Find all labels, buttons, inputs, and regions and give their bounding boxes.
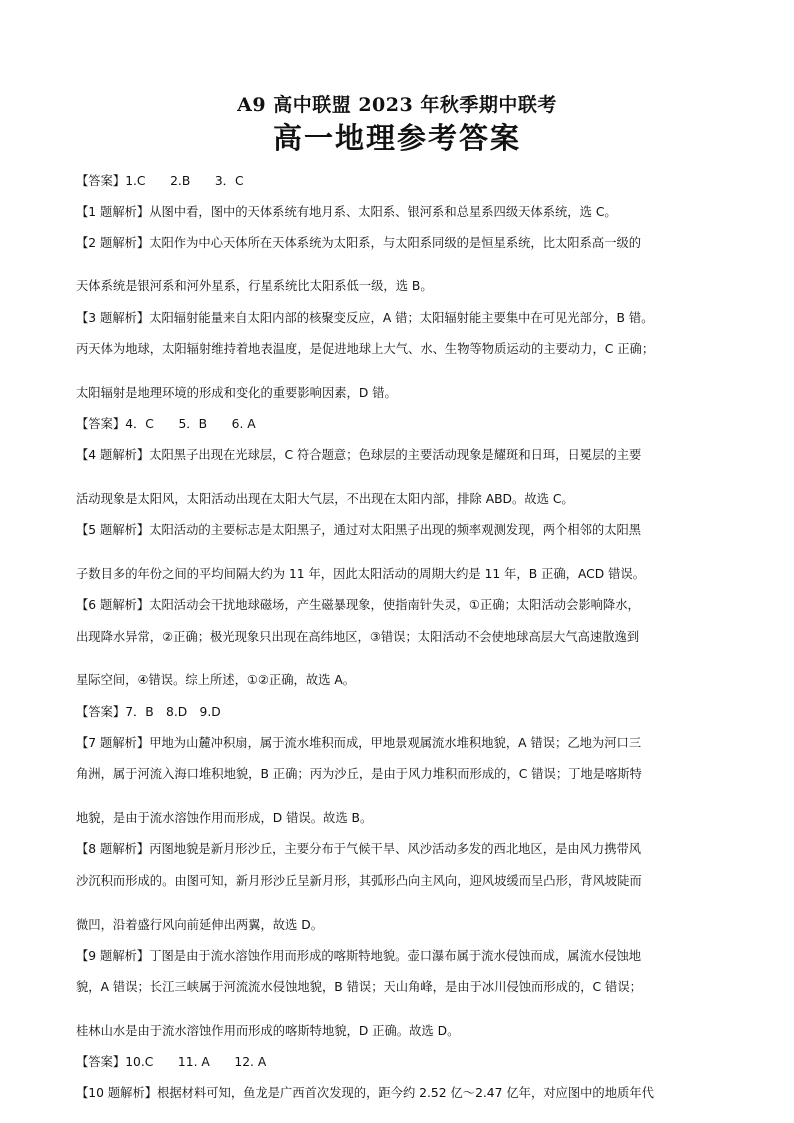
explanation-line: 天体系统是银河系和河外星系，行星系统比太阳系低一级，选 B。 (76, 279, 433, 293)
explanation-line: 沙沉积而形成的。由图可知，新月形沙丘呈新月形，其弧形凸向主风向，迎风坡缓而呈凸形，背风坡陡而 (76, 874, 642, 888)
explanation-line: 地貌，是由于流水溶蚀作用而形成，D 错误。故选 B。 (76, 811, 373, 825)
explanation-line: 丙天体为地球，太阳辐射维持着地表温度，是促进地球上大气、水、生物等物质运动的主要动力，C 正确； (76, 342, 655, 356)
answer-line: 【答案】7．B 8.D 9.D (76, 705, 221, 719)
explanation-line: 【6 题解析】太阳活动会干扰地球磁场，产生磁暴现象，使指南针失灵，①正确；太阳活动会影响降水， (76, 598, 640, 612)
explanation-line: 【3 题解析】太阳辐射能量来自太阳内部的核聚变反应，A 错；太阳辐射能主要集中在可见光部分，B 错。 (76, 311, 654, 325)
explanation-line: 【7 题解析】甲地为山麓冲积扇，属于流水堆积而成，甲地景观属流水堆积地貌，A 错误；乙地为河口三 (76, 736, 642, 750)
explanation-line: 出现降水异常，②正确；极光现象只出现在高纬地区，③错误；太阳活动不会使地球高层大气高速散逸到 (76, 630, 640, 644)
answer-title: 高一地理参考答案 (272, 121, 521, 155)
explanation-line: 星际空间，④错误。综上所述，①②正确，故选 A。 (76, 673, 356, 687)
answer-line: 【答案】10.C 11. A 12. A (76, 1055, 267, 1069)
explanation-line: 【5 题解析】太阳活动的主要标志是太阳黑子，通过对太阳黑子出现的频率观测发现，两个相邻的太阳黑 (76, 523, 642, 537)
explanation-line: 【8 题解析】丙图地貌是新月形沙丘，主要分布于气候干旱、风沙活动多发的西北地区，是由风力携带风 (76, 842, 642, 856)
answer-line: 【答案】1.C 2.B 3．C (76, 174, 244, 188)
explanation-line: 桂林山水是由于流水溶蚀作用而形成的喀斯特地貌，D 正确。故选 D。 (76, 1024, 460, 1038)
answer-line: 【答案】4．C 5．B 6. A (76, 417, 256, 431)
explanation-line: 微凹，沿着盛行风向前延伸出两翼，故选 D。 (76, 918, 324, 932)
explanation-line: 太阳辐射是地理环境的形成和变化的重要影响因素，D 错。 (76, 386, 397, 400)
explanation-line: 【9 题解析】丁图是由于流水溶蚀作用而形成的喀斯特地貌。壶口瀑布属于流水侵蚀而成，属流水侵蚀地 (76, 949, 642, 963)
explanation-line: 角洲，属于河流入海口堆积地貌，B 正确；丙为沙丘，是由于风力堆积而形成的，C 错误；丁地是喀斯特 (76, 767, 642, 781)
explanation-line: 貌，A 错误；长江三峡属于河流流水侵蚀地貌，B 错误；天山角峰，是由于冰川侵蚀而形成的，C 错误； (76, 980, 642, 994)
exam-title: A9 高中联盟 2023 年秋季期中联考 (237, 94, 557, 116)
explanation-line: 子数目多的年份之间的平均间隔大约为 11 年，因此太阳活动的周期大约是 11 年，B 正确，ACD 错误。 (76, 567, 646, 581)
explanation-line: 活动现象是太阳风，太阳活动出现在太阳大气层，不出现在太阳内部，排除 ABD。故选 C。 (76, 492, 574, 506)
explanation-line: 【4 题解析】太阳黑子出现在光球层，C 符合题意；色球层的主要活动现象是耀斑和日珥，日冕层的主要 (76, 448, 642, 462)
explanation-line: 【1 题解析】从图中看，图中的天体系统有地月系、太阳系、银河系和总星系四级天体系统，选 C。 (76, 205, 617, 219)
explanation-line: 【10 题解析】根据材料可知，鱼龙是广西首次发现的，距今约 2.52 亿～2.47 亿年，对应图中的地质年代 (76, 1086, 654, 1100)
explanation-line: 【2 题解析】太阳作为中心天体所在天体系统为太阳系，与太阳系同级的是恒星系统，比太阳系高一级的 (76, 236, 642, 250)
